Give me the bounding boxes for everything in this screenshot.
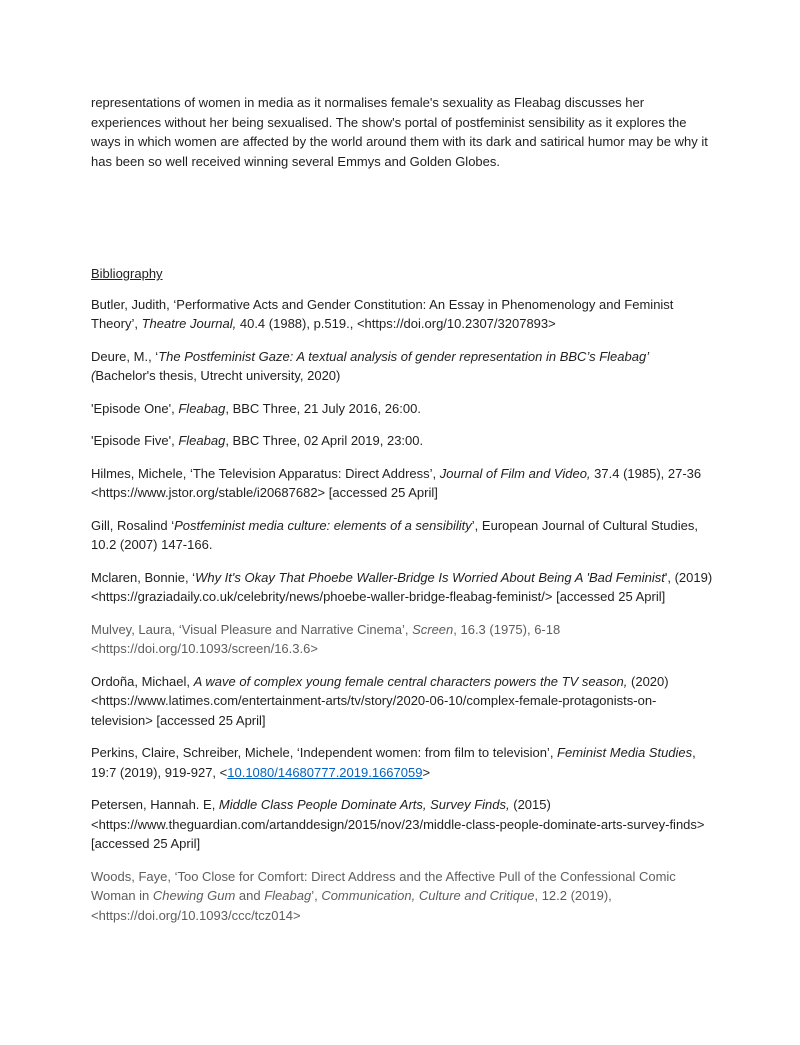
entry-text: ’, [311, 888, 322, 903]
entry-title-italic: Feminist Media Studies [557, 745, 693, 760]
entry-text: (2015) <https://www.theguardian.com/artanddesign/2015/nov/23/middle-class-people-dominate-arts-survey-finds> [accessed 25 April] [91, 797, 705, 851]
bib-entry-hilmes [91, 464, 713, 503]
bib-entry-perkins [91, 743, 713, 782]
entry-text: 40.4 (1988), p.519., <https://doi.org/10.2307/3207893> [236, 316, 556, 331]
entry-text: ’, European Journal of Cultural Studies, 10.2 (2007) 147-166. [91, 517, 698, 552]
entry-text: and [235, 888, 265, 903]
entry-title-italic: Screen [412, 621, 454, 637]
entry-title-italic: Middle Class People Dominate Arts, Survey Finds, [218, 797, 510, 812]
bibliography-heading: Bibliography [91, 266, 163, 281]
bib-entry-mulvey [91, 620, 713, 659]
bib-entry-mclaren [91, 568, 713, 607]
entry-title-italic: Communication, Culture and Critique [321, 888, 535, 903]
closing-paragraph: representations of women in media as it normalises female's sexuality as Fleabag discusses her experiences without her being sexualised. The show's portal of postfeminist sensibility as it explores the ways in which women are affected by the world around them with its dark and satirical humor may be why it has been so well received winning several Emmys and Golden Globes. [91, 95, 708, 169]
entry-title-italic: Postfeminist media culture: elements of a sensibility [174, 517, 472, 533]
bib-entry-episode-five [91, 431, 713, 451]
doi-link[interactable]: 10.1080/14680777.2019.1667059 [227, 764, 423, 780]
bib-entry-deure [91, 347, 713, 386]
bib-entry-woods [91, 867, 713, 926]
entry-text: , BBC Three, 02 April 2019, 23:00. [225, 433, 424, 448]
entry-title-italic: Why It's Okay That Phoebe Waller-Bridge Is Worried About Being A 'Bad Feminist [195, 569, 665, 585]
entry-text: , 16.3 (1975), 6-18 <https://doi.org/10.1093/screen/16.3.6> [91, 621, 561, 656]
entry-text: Gill, Rosalind ‘ [91, 517, 175, 533]
bib-entry-episode-one [91, 399, 713, 419]
entry-text: Ordoña, Michael, [91, 673, 194, 689]
entry-title-italic: Fleabag [178, 400, 226, 416]
entry-text: 'Episode Five', [91, 433, 179, 448]
entry-title-italic: The Postfeminist Gaze: A textual analysis of gender representation in BBC’s Fleabag’ ( [91, 348, 649, 383]
entry-title-italic: A wave of complex young female central characters powers the TV season, [193, 673, 628, 689]
entry-title-italic: Theatre Journal, [141, 316, 237, 331]
entry-title-italic: Fleabag [264, 888, 312, 903]
entry-text: (2020) <https://www.latimes.com/entertainment-arts/tv/story/2020-06-10/complex-female-protagonists-on-television> [accessed 25 April] [91, 673, 669, 728]
bib-entry-petersen [91, 795, 713, 854]
entry-text: Bachelor's thesis, Utrecht university, 2020) [95, 368, 341, 383]
entry-text: > [422, 764, 431, 780]
entry-text: Woods, Faye, ‘Too Close for Comfort: Direct Address and the Affective Pull of the Confessional Comic Woman in [91, 868, 676, 903]
bib-entry-ordona [91, 672, 713, 731]
page-content [91, 93, 713, 938]
entry-text: Mclaren, Bonnie, ‘ [91, 569, 196, 585]
entry-text: Butler, Judith, ‘Performative Acts and Gender Constitution: An Essay in Phenomenology and Feminist Theory’, [91, 296, 674, 331]
entry-title-italic: Journal of Film and Video, [439, 465, 591, 481]
entry-text: 'Episode One', [91, 400, 179, 416]
entry-text: Petersen, Hannah. E, [91, 797, 219, 812]
entry-text: Hilmes, Michele, ‘The Television Apparatus: Direct Address’, [91, 465, 440, 481]
entry-title-italic: Chewing Gum [152, 888, 236, 903]
entry-text: Perkins, Claire, Schreiber, Michele, ‘Independent women: from film to television’, [91, 745, 558, 760]
entry-title-italic: Fleabag [178, 433, 226, 448]
entry-text: Deure, M., ‘ [91, 348, 159, 364]
bibliography-list [91, 295, 713, 926]
entry-text: Mulvey, Laura, ‘Visual Pleasure and Narrative Cinema’, [91, 621, 413, 637]
entry-text: , 12.2 (2019), <https://doi.org/10.1093/ccc/tcz014> [91, 888, 612, 923]
bib-entry-gill [91, 516, 713, 555]
entry-text: ', (2019) <https://graziadaily.co.uk/celebrity/news/phoebe-waller-bridge-fleabag-feminist/> [accessed 25 April] [91, 569, 713, 604]
bib-entry-butler [91, 295, 713, 334]
entry-text: , 19:7 (2019), 919-927, < [91, 745, 696, 780]
entry-text: 37.4 (1985), 27-36 <https://www.jstor.org/stable/i20687682> [accessed 25 April] [91, 465, 702, 500]
entry-text: , BBC Three, 21 July 2016, 26:00. [225, 400, 421, 416]
